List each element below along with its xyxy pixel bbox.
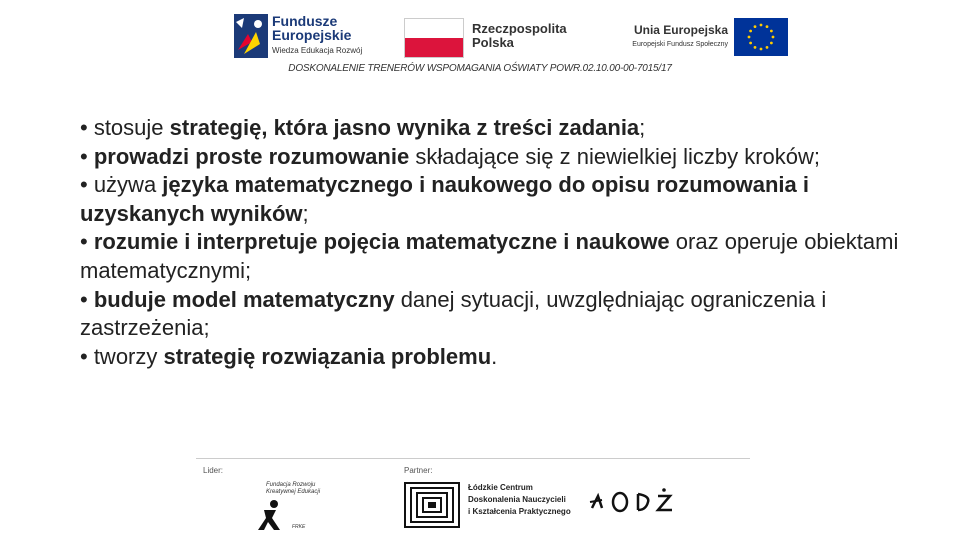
rp-logo-line1: Rzeczpospolita bbox=[472, 21, 567, 36]
eu-star-icon bbox=[749, 42, 752, 45]
eu-star-icon bbox=[766, 46, 769, 49]
eu-star-icon bbox=[748, 36, 751, 39]
eu-flag-icon bbox=[734, 18, 788, 56]
lodz-city-logo-icon bbox=[588, 486, 678, 516]
lider-logo-text: Fundacja Rozwoju Kreatywnej Edukacji bbox=[266, 482, 321, 495]
eu-star-icon bbox=[766, 25, 769, 28]
list-item: • buduje model matematyczny danej sytuacji, uwzględniając ograniczenia i zastrzeżenia; bbox=[80, 286, 827, 341]
lider-logo bbox=[256, 476, 326, 534]
eu-star-icon bbox=[749, 30, 752, 33]
list-item: • rozumie i interpretuje pojęcia matematyczne i naukowe oraz operuje obiektami matematycznymi; bbox=[80, 229, 899, 283]
polish-flag-icon bbox=[404, 18, 464, 58]
list-item: • tworzy strategię rozwiązania problemu. bbox=[80, 343, 498, 369]
project-title-line: DOSKONALENIE TRENERÓW WSPOMAGANIA OŚWIATY POWR.02.10.00-00-7015/17 bbox=[288, 63, 672, 74]
eu-star-icon bbox=[770, 30, 773, 33]
unia-europejska-logo bbox=[600, 18, 792, 58]
rzeczpospolita-polska-logo bbox=[404, 18, 584, 58]
eu-logo-line2: Europejski Fundusz Społeczny bbox=[632, 41, 728, 48]
running-figure-icon bbox=[258, 500, 284, 532]
eu-star-icon bbox=[770, 42, 773, 45]
footer-partners bbox=[196, 456, 750, 540]
list-item: • prowadzi proste rozumowanie składające się z niewielkiej liczby kroków; bbox=[80, 143, 821, 169]
rp-logo-line2: Polska bbox=[472, 35, 514, 50]
eu-logo-line1: Unia Europejska bbox=[633, 23, 728, 37]
ldc-logo bbox=[404, 480, 574, 530]
eu-star-icon bbox=[754, 46, 757, 49]
ldc-logo-text: Łódzkie Centrum Doskonalenia Nauczycieli i Kształcenia Praktycznego bbox=[468, 483, 571, 516]
fundusze-europejskie-logo-icon bbox=[234, 14, 268, 58]
skills-list bbox=[80, 114, 900, 371]
partner-label: Partner: bbox=[404, 466, 433, 475]
eu-star-icon bbox=[760, 48, 763, 51]
fe-logo-line2: Europejskie bbox=[272, 27, 352, 43]
header-logo-strip bbox=[232, 12, 792, 62]
list-item: • stosuje strategię, która jasno wynika z treści zadania; bbox=[80, 115, 646, 140]
fe-logo-line3: Wiedza Edukacja Rozwój bbox=[272, 46, 363, 55]
eu-star-icon bbox=[760, 24, 763, 27]
lider-label: Lider: bbox=[203, 466, 224, 475]
eu-star-icon bbox=[772, 36, 775, 39]
footer-divider bbox=[196, 458, 750, 459]
ldc-logo-icon bbox=[404, 482, 460, 528]
list-item: • używa języka matematycznego i naukowego do opisu rozumowania i uzyskanych wyników; bbox=[80, 172, 809, 226]
fundusze-europejskie-logo bbox=[232, 12, 382, 62]
eu-star-icon bbox=[754, 25, 757, 28]
fe-logo-line1: Fundusze bbox=[272, 13, 338, 29]
lider-logo-mark: FRKE bbox=[292, 524, 306, 530]
